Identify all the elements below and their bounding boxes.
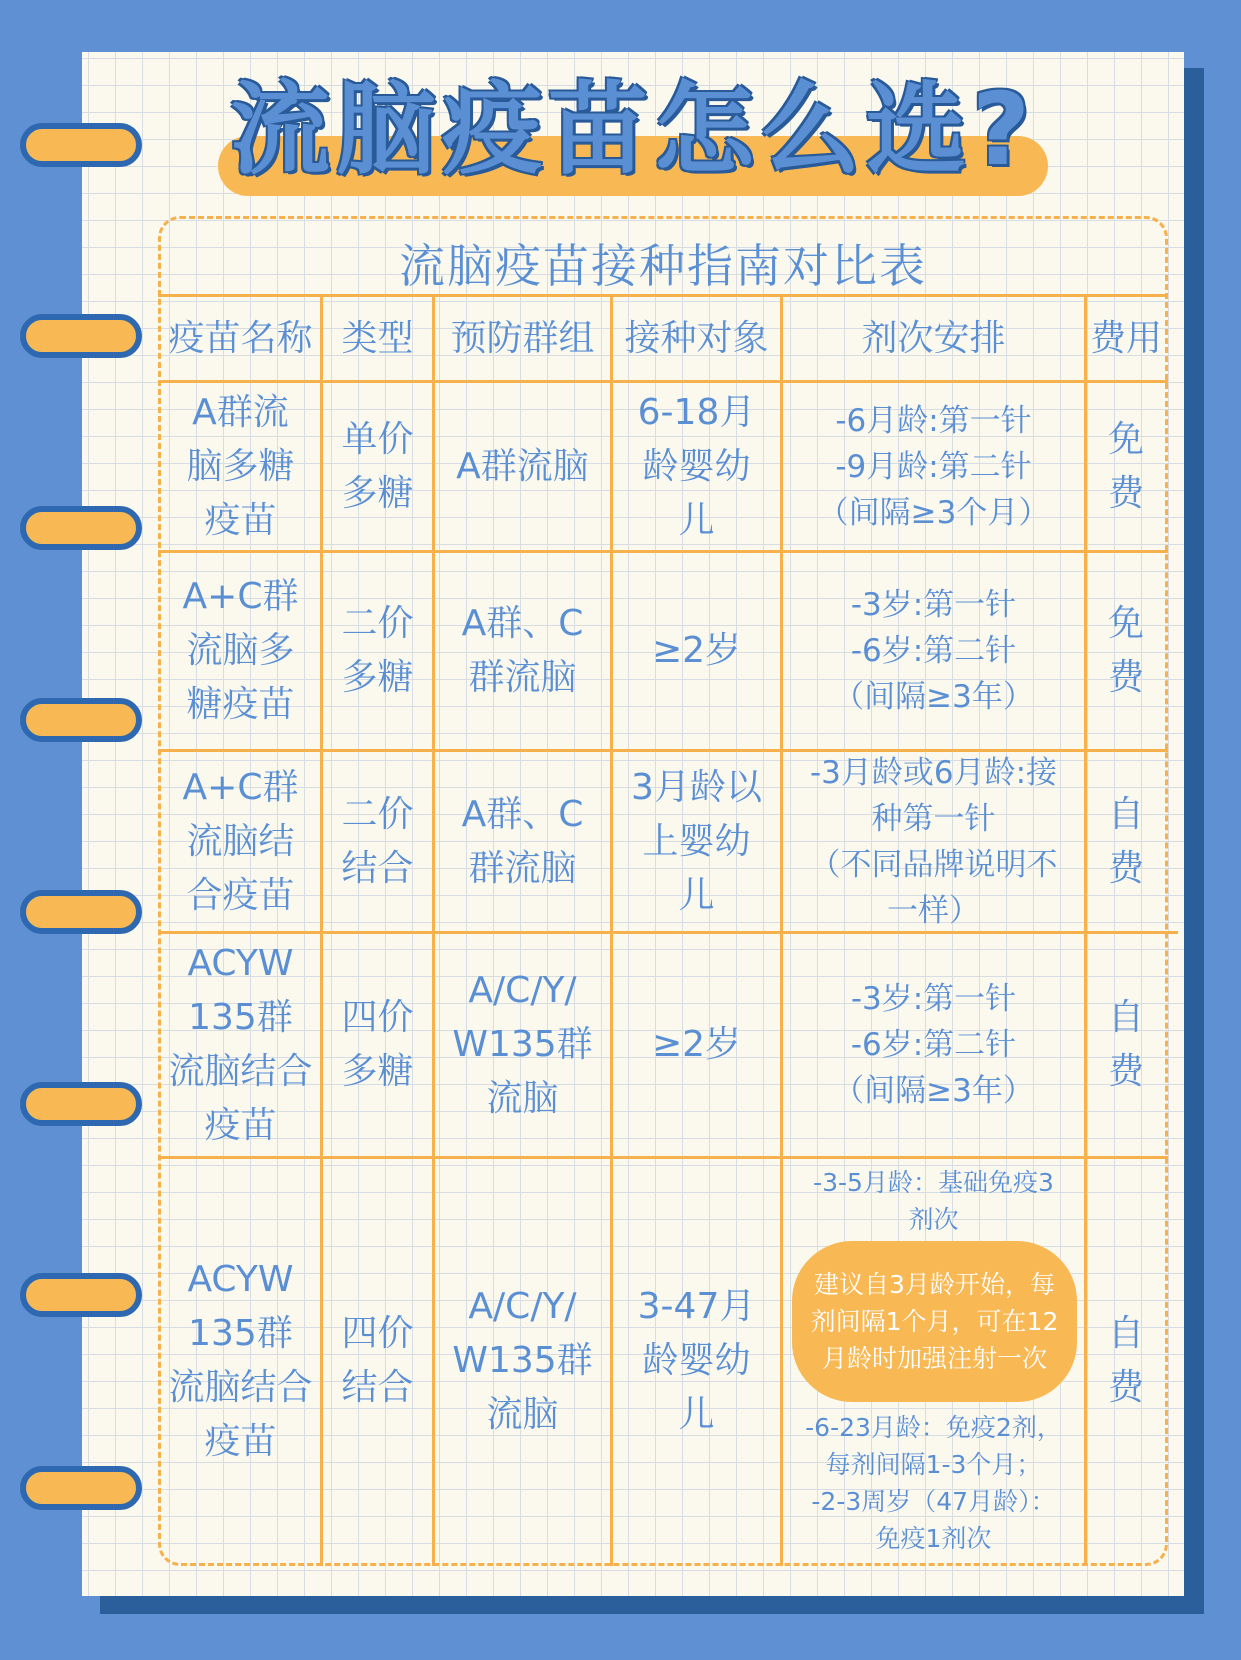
- table-cell-schedule: -3岁:第一针 -6岁:第二针 （间隔≥3年）: [833, 587, 1034, 715]
- binder-ring-icon: [20, 123, 142, 167]
- table-title: 流脑疫苗接种指南对比表: [399, 239, 927, 293]
- table-cell-groups: A/C/Y/ W135群 流脑: [452, 1286, 593, 1435]
- table-cell-name: ACYW 135群 流脑结合 疫苗: [168, 943, 313, 1146]
- table-cell-schedule: -3月龄或6月龄:接 种第一针 （不同品牌说明不 一样）: [809, 754, 1058, 929]
- page-title: 流脑疫苗怎么选?: [229, 71, 1036, 188]
- table-cell-type: 二价 结合: [341, 793, 414, 889]
- schedule-note-callout: 建议自3月龄开始，每 剂间隔1个月，可在12 月龄时加强注射一次: [792, 1241, 1077, 1402]
- table-cell-name: A群流 脑多糖 疫苗: [186, 391, 295, 541]
- table-cell-target: ≥2岁: [651, 1024, 742, 1065]
- binder-ring-icon: [20, 1466, 142, 1510]
- table-cell-fee: 免 费: [1107, 418, 1144, 514]
- table-cell-groups: A/C/Y/ W135群 流脑: [452, 970, 593, 1119]
- header-vaccine-name: 疫苗名称: [168, 317, 313, 359]
- header-schedule: 剂次安排: [861, 317, 1006, 359]
- table-cell-target: 3月龄以 上婴幼 儿: [631, 766, 762, 916]
- binder-ring-icon: [20, 890, 142, 934]
- binder-ring-icon: [20, 1273, 142, 1317]
- table-cell-target: 3-47月 龄婴幼 儿: [637, 1286, 756, 1435]
- header-target: 接种对象: [624, 317, 769, 359]
- table-cell-fee: 自 费: [1107, 997, 1144, 1092]
- table-cell-type: 四价 多糖: [341, 997, 414, 1092]
- table-cell-target: 6-18月 龄婴幼 儿: [637, 391, 756, 541]
- table-cell-type: 单价 多糖: [341, 418, 414, 514]
- table-cell-fee: 自 费: [1107, 793, 1144, 889]
- table-cell-type: 四价 结合: [341, 1313, 414, 1408]
- table-cell-groups: A群、C 群流脑: [461, 603, 584, 698]
- binder-ring-icon: [20, 314, 142, 358]
- binder-ring-icon: [20, 698, 142, 742]
- header-fee: 费用: [1089, 317, 1162, 359]
- table-cell-fee: 免 费: [1107, 603, 1144, 698]
- table-cell-fee: 自 费: [1107, 1313, 1144, 1408]
- table-cell-name: ACYW 135群 流脑结合 疫苗: [168, 1259, 313, 1462]
- table-cell-schedule-bottom: -6-23月龄：免疫2剂， 每剂间隔1-3个月； -2-3周岁（47月龄）： 免疫1剂次: [805, 1413, 1062, 1553]
- table-cell-type: 二价 多糖: [341, 603, 414, 698]
- header-groups: 预防群组: [450, 317, 595, 359]
- table-cell-schedule-top: -3-5月龄：基础免疫3 剂次: [813, 1168, 1054, 1234]
- table-cell-schedule: -6月龄:第一针 -9月龄:第二针 （间隔≥3个月）: [817, 402, 1050, 531]
- binder-ring-icon: [20, 506, 142, 550]
- table-cell-groups: A群流脑: [456, 445, 589, 487]
- table-cell-groups: A群、C 群流脑: [461, 793, 584, 889]
- binder-ring-icon: [20, 1082, 142, 1126]
- table-cell-name: A+C群 流脑结 合疫苗: [182, 766, 299, 916]
- table-cell-name: A+C群 流脑多 糖疫苗: [182, 576, 299, 725]
- header-type: 类型: [341, 317, 414, 359]
- table-cell-schedule: -3岁:第一针 -6岁:第二针 （间隔≥3年）: [833, 981, 1034, 1109]
- table-cell-target: ≥2岁: [651, 630, 742, 671]
